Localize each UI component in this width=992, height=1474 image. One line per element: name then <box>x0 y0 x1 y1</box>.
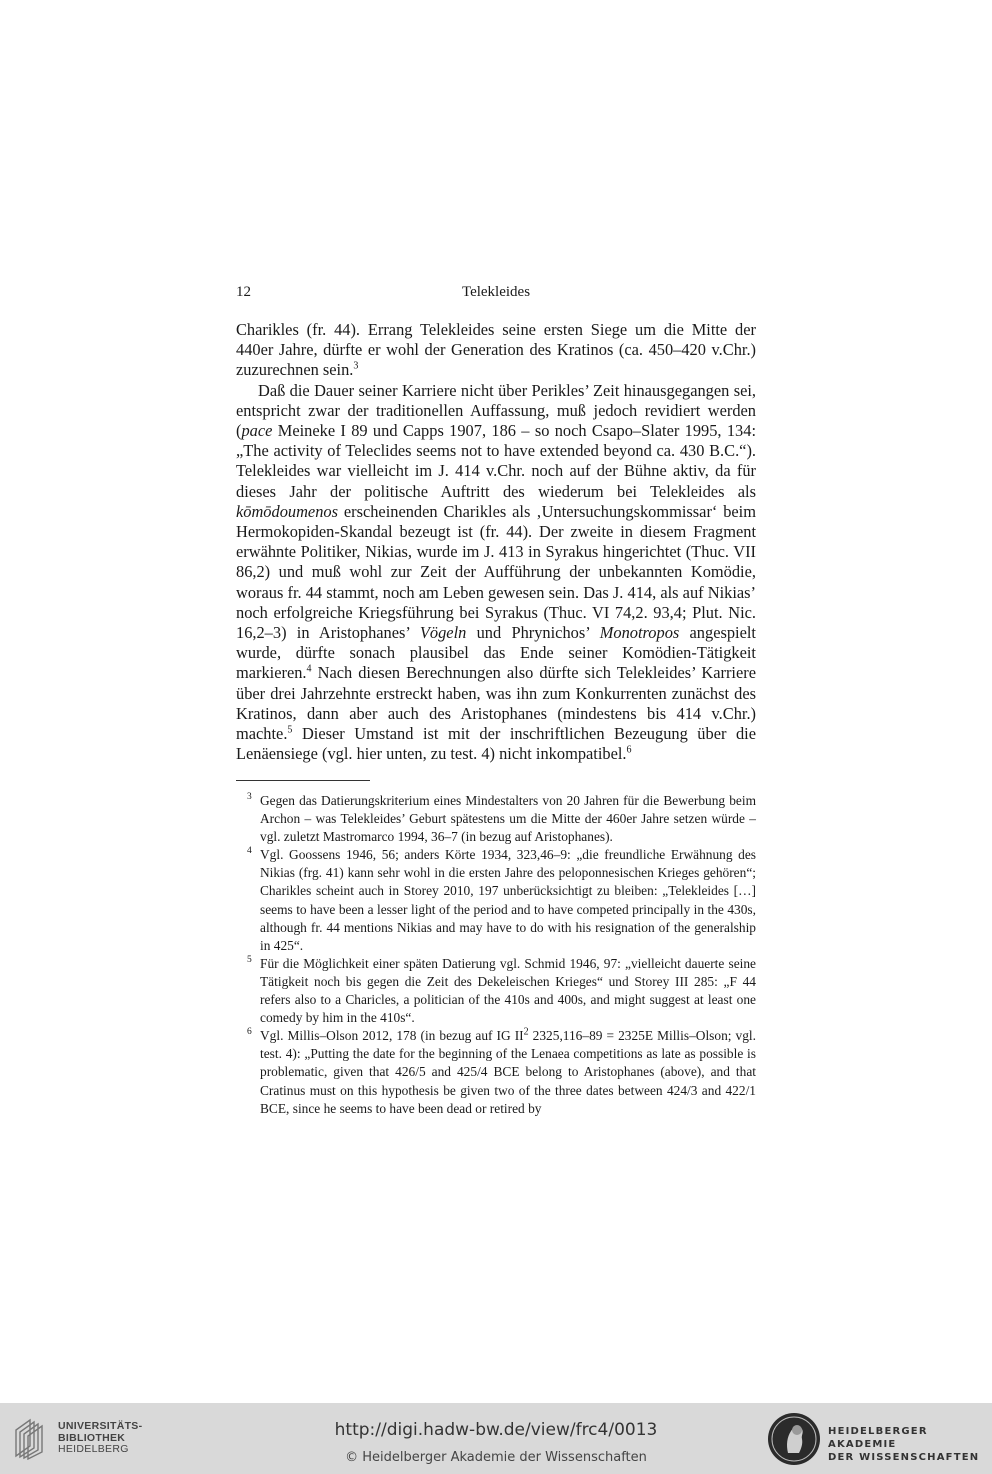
page-number: 12 <box>236 284 251 300</box>
superscript: 2 <box>523 1026 529 1038</box>
footnote-6 <box>236 1027 756 1117</box>
text-run: angespielt wurde, dürfte sonach plausibel das Ende seiner Komödien-Tätigkeit markieren. <box>236 623 756 683</box>
footnote-number: 4 <box>247 846 252 857</box>
footnote-reference[interactable]: 5 <box>287 724 293 736</box>
footnote-reference[interactable]: 3 <box>353 360 359 372</box>
library-line-3: HEIDELBERG <box>58 1443 129 1455</box>
permalink-url[interactable]: http://digi.hadw-bw.de/view/frc4/0013 <box>334 1420 658 1440</box>
footnote-text: Vgl. Goossens 1946, 56; anders Körte 1934, 323,46–9: „die freundliche Erwähnung des Nikias (frg. 41) kann sehr wohl in die ersten Jahre des peloponnesischen Krieges gehören“; Charikles scheint auch in Storey 2010, 197 unberücksichtigt zu bleiben: „Telekleides […] seems to have been a lesser light of the period and to have competed principally in the 430s, although fr. 44 mentions Nikias and may have to do with his resignation of the generalship in 425“. <box>260 847 756 953</box>
footnote-3 <box>236 792 756 846</box>
text-run: und Phrynichos’ <box>466 623 600 643</box>
running-head: Telekleides <box>461 284 531 300</box>
italic-term: Monotropos <box>599 623 680 643</box>
academy-line-1: HEIDELBERGER AKADEMIE <box>828 1426 928 1450</box>
text-run: Daß die Dauer seiner Karriere nicht über Perikles’ Zeit hinausgegangen sei, entspricht zwar der traditionellen Auffassung, muß jedoch revidiert werden ( <box>236 380 756 441</box>
text-run: Dieser Umstand ist mit der inschriftlichen Bezeugung über die Lenäensiege (vgl. hier unten, zu test. 4) nicht inkompatibel. <box>236 724 756 764</box>
text-run: Nach diesen Berechnungen also dürfte sich Telekleides’ Karriere über drei Jahrzehnte erstreckt haben, was ihn zum Konkurrenten zunächst des Kratinos, dann aber auch des Aristophanes (mindestens bis 414 v.Chr.) machte. <box>236 663 756 744</box>
footnote-number: 3 <box>247 792 252 802</box>
library-line-1: UNIVERSITÄTS- <box>58 1420 143 1432</box>
library-line-2: BIBLIOTHEK <box>58 1431 126 1444</box>
footnote-number: 5 <box>247 954 252 965</box>
footnote-text: 2325,116–89 = 2325E Millis–Olson; vgl. test. 4): „Putting the date for the beginning of the Lenaea competitions as late as possible is problematic, given that 426/5 and 425/4 BCE belong to Aristophanes (above), and that Cratinus must on this hypothesis be given two of the three dates between 424/3 and 422/1 BCE, since he seems to have been dead or retired by <box>260 1028 756 1116</box>
viewer-footer <box>0 1403 992 1474</box>
italic-term: kōmōdoumenos <box>236 501 338 521</box>
footnote-5 <box>236 955 756 1027</box>
text-run: Meineke I 89 und Capps 1907, 186 – so noch Csapo–Slater 1995, 134: „The activity of Teleclides seems not to have extended beyond ca. 430 B.C.“). Telekleides war vielleicht im J. 414 v.Chr. noch auf der Bühne aktiv, da für dieses Jahr der politische Auftritt des wiederum bei Telekleides als <box>236 421 756 501</box>
text-run: Charikles (fr. 44). Errang Telekleides seine ersten Siege um die Mitte der 440er Jahre, dürfte er wohl der Generation des Kratinos (ca. 450–420 v.Chr.) zuzurechnen sein. <box>236 320 756 380</box>
paragraph-2 <box>236 381 756 765</box>
text-run: erscheinenden Charikles als ‚Untersuchungskommissar‘ beim Hermokopiden-Skandal bezeugt ist (fr. 44). Der zweite in diesem Fragment erwähnte Politiker, Nikias, wurde im J. 413 in Syrakus hingerichtet (Thuc. VII 86,2) und muß wohl zur Zeit der Aufführung der unbekannten Komödie, woraus fr. 44 stammt, noch am Leben gewesen sein. Das J. 414, als auf Nikias’ noch erfolgreiche Kriegsführung bei Syrakus (Thuc. VI 74,2. 93,4; Plut. Nic. 16,2–3) in Aristophanes’ <box>236 501 756 643</box>
page-header <box>236 284 756 304</box>
footnote-reference[interactable]: 6 <box>626 744 632 756</box>
footnotes <box>236 792 756 1118</box>
academy-name[interactable] <box>828 1425 992 1464</box>
footnote-text: Gegen das Datierungskriterium eines Mindestalters von 20 Jahren für die Bewerbung beim Archon – was Telekleides’ Geburt spätestens um die Mitte der 460er Jahre setzen würde – vgl. zuletzt Mastromarco 1994, 36–7 (in bezug auf Aristophanes). <box>260 793 756 845</box>
copyright-notice: © Heidelberger Akademie der Wissenschaften <box>345 1450 647 1465</box>
footnote-text: Für die Möglichkeit einer späten Datierung vgl. Schmid 1946, 97: „vielleicht dauerte seine Tätigkeit noch bis gegen die Zeit des Dekeleischen Krieges“ und Storey III 285: „F 44 refers also to a Charicles, a politician of the 410s and 400s, and might suggest at least one comedy by him in the 410s“. <box>260 955 756 1026</box>
footnote-4 <box>236 846 756 955</box>
italic-term: pace <box>241 421 273 441</box>
hadw-seal-icon[interactable] <box>766 1411 822 1467</box>
paragraph-1 <box>236 320 756 381</box>
academy-line-2: DER WISSENSCHAFTEN <box>828 1452 980 1463</box>
footnote-separator <box>236 780 370 781</box>
footnote-number: 6 <box>247 1027 252 1038</box>
footnote-reference[interactable]: 4 <box>306 663 312 675</box>
footnote-text: Vgl. Millis–Olson 2012, 178 (in bezug auf IG II <box>260 1028 524 1044</box>
italic-term: Vögeln <box>419 623 467 643</box>
main-text <box>236 320 756 764</box>
